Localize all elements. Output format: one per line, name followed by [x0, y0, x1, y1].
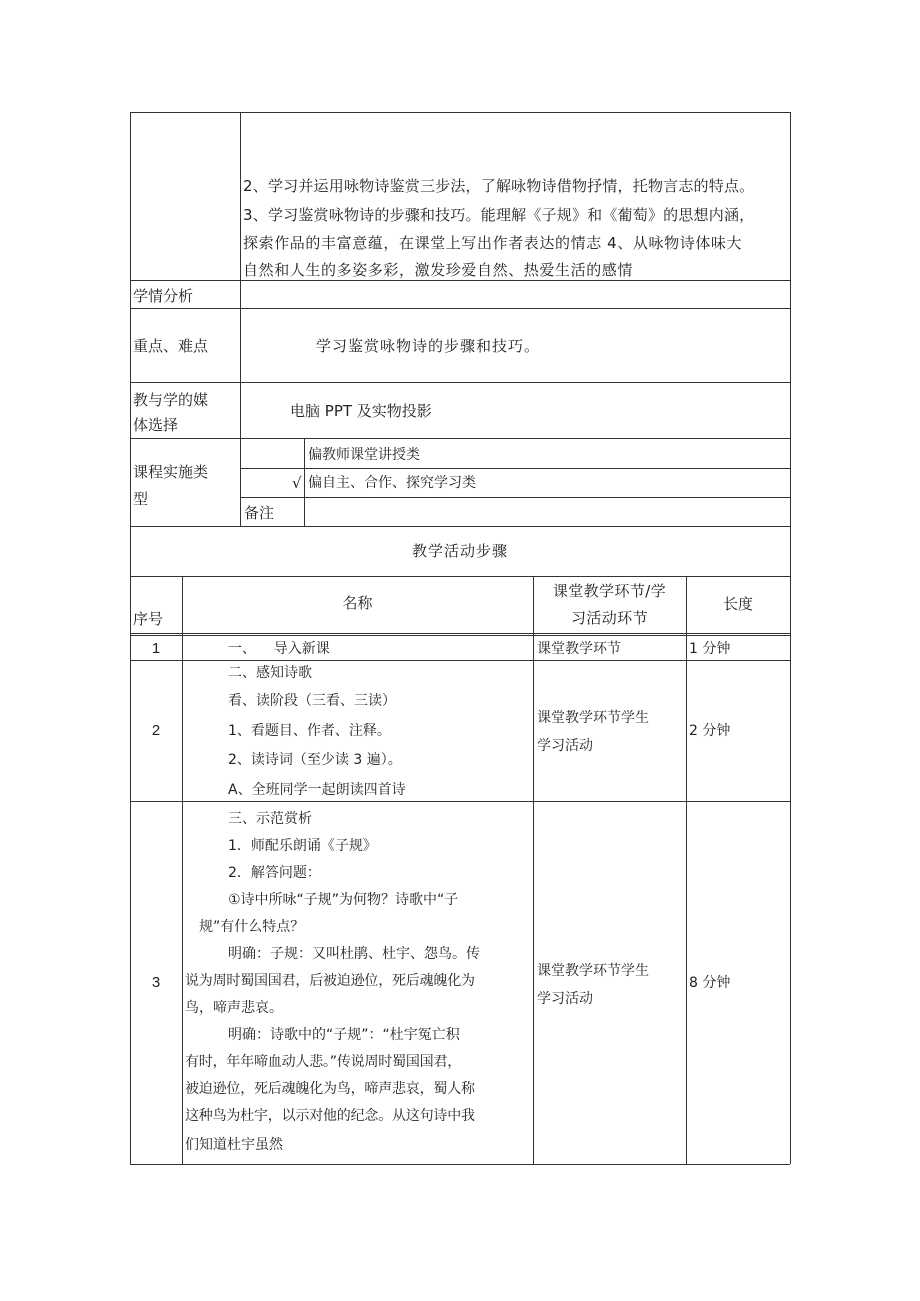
header-name: 名称	[342, 594, 373, 612]
row-length: 2 分钟	[689, 723, 731, 739]
objective-line: 2、学习并运用咏物诗鉴赏三步法，了解咏物诗借物抒情，托物言志的特点。	[243, 177, 755, 195]
row-phase-line: 学习活动	[537, 738, 593, 754]
row-phase-line: 课堂教学环节	[537, 641, 621, 657]
row-name-line: 这种鸟为杜宇，以示对他的纪念。从这句诗中我	[185, 1108, 475, 1124]
row-phase-line: 课堂教学环节学生	[537, 963, 649, 979]
table-border-left	[130, 112, 131, 1164]
table-border-top	[130, 112, 790, 113]
row-name-line: 有时，年年啼血动人悲。”传说周时蜀国国君，	[185, 1054, 462, 1070]
table-border-bottom	[130, 1164, 790, 1165]
row-name-line: 明确：诗歌中的“子规”：“杜宇冤亡积	[228, 1027, 460, 1043]
objective-line: 3、学习鉴赏咏物诗的步骤和技巧。能理解《子规》和《葡萄》的思想内涵，	[243, 206, 755, 224]
row-phase-line: 学习活动	[537, 991, 593, 1007]
row-divider	[130, 438, 790, 439]
row-name-line: 2．解答问题：	[228, 865, 321, 881]
row-divider-thick	[130, 635, 790, 636]
course-type-label: 课程实施类	[133, 463, 209, 481]
row-divider-thick	[130, 633, 790, 634]
course-type-option: 偏教师课堂讲授类	[308, 447, 420, 463]
media-label: 教与学的媒	[133, 391, 209, 409]
row-divider	[130, 801, 790, 802]
course-type-check-mark[interactable]: √	[292, 474, 302, 492]
note-label: 备注	[244, 504, 275, 522]
keypoints-value: 学习鉴赏咏物诗的步骤和技巧。	[316, 337, 541, 355]
media-label: 体选择	[133, 416, 179, 434]
steps-title: 教学活动步骤	[411, 542, 508, 560]
row-name-line: 一、 导入新课	[228, 641, 330, 657]
row-divider	[240, 497, 790, 498]
col-divider	[182, 576, 183, 1164]
keypoints-label: 重点、难点	[133, 337, 209, 355]
analysis-label: 学情分析	[133, 287, 194, 305]
header-length: 长度	[722, 595, 753, 613]
table-border-right	[790, 112, 791, 1164]
course-type-option: 偏自主、合作、探究学习类	[308, 475, 476, 491]
col-divider	[533, 576, 534, 1164]
row-name-line: 规”有什么特点？	[199, 919, 305, 935]
media-value: 电脑 PPT 及实物投影	[290, 402, 432, 420]
row-divider	[130, 280, 790, 281]
col-divider	[304, 438, 305, 526]
row-name-line: 二、感知诗歌	[228, 665, 312, 681]
header-phase: 习活动环节	[570, 609, 648, 627]
row-name-line: 1、看题目、作者、注释。	[228, 723, 391, 739]
row-phase-line: 课堂教学环节学生	[537, 710, 649, 726]
row-name-line: 1．师配乐朗诵《子规》	[228, 838, 377, 854]
objective-line: 探索作品的丰富意蕴，在课堂上写出作者表达的情志 4、从咏物诗体味大	[243, 234, 743, 252]
col-divider	[686, 576, 687, 1164]
row-name-line: 说为周时蜀国国君，后被迫逊位，死后魂魄化为	[185, 973, 475, 989]
course-type-label: 型	[133, 490, 149, 508]
col-divider	[240, 112, 241, 526]
row-name-line: 被迫逊位，死后魂魄化为鸟，啼声悲哀，蜀人称	[185, 1081, 475, 1097]
row-name-line: 鸟，啼声悲哀。	[185, 1000, 283, 1016]
header-seq: 序号	[133, 610, 164, 628]
row-name-line: 明确：子规：又叫杜鹃、杜宇、怨鸟。传	[228, 946, 480, 962]
row-seq: 3	[151, 974, 161, 991]
row-length: 8 分钟	[689, 975, 731, 991]
row-length: 1 分钟	[689, 641, 731, 657]
row-name-line: A、全班同学一起朗读四首诗	[228, 782, 406, 798]
row-divider	[130, 308, 790, 309]
objective-line: 自然和人生的多姿多彩，激发珍爱自然、热爱生活的感情	[243, 261, 634, 279]
row-divider	[130, 660, 790, 661]
row-seq: 1	[151, 640, 161, 657]
row-name-line: 2、读诗词（至少读 3 遍）。	[228, 752, 402, 768]
row-divider	[130, 382, 790, 383]
row-divider	[130, 576, 790, 577]
row-divider	[240, 468, 790, 469]
row-name-line: 三、示范赏析	[228, 811, 312, 827]
row-name-line: 们知道杜宇虽然	[185, 1137, 283, 1153]
row-name-line: 看、读阶段（三看、三读）	[228, 693, 396, 709]
row-divider	[130, 526, 790, 527]
row-name-line: ①诗中所咏“子规”为何物？诗歌中“子	[228, 892, 459, 908]
header-phase: 课堂教学环节/学	[552, 582, 667, 600]
row-seq: 2	[151, 722, 161, 739]
